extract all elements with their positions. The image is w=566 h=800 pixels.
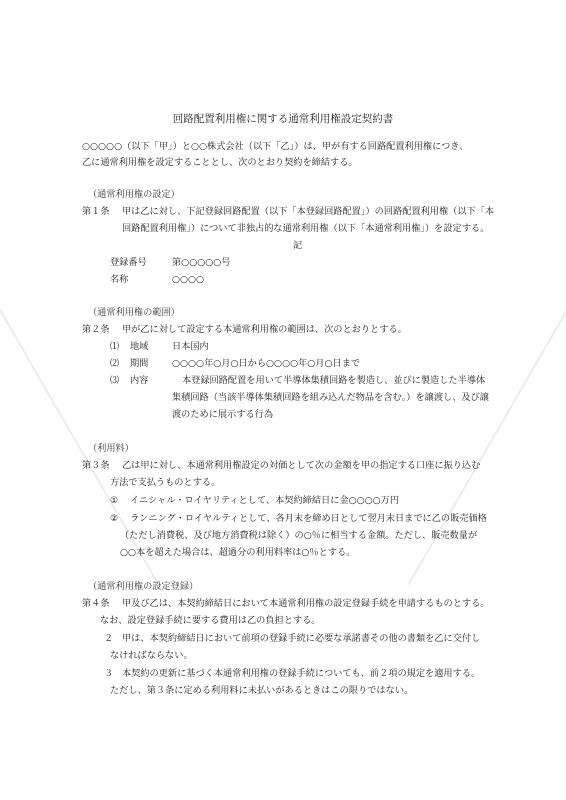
art1-heading: （通常利用権の設定） — [88, 189, 180, 200]
art2-item3-no: ⑶ — [110, 376, 120, 386]
art1-label: 第１条 — [82, 206, 110, 217]
art3-heading: （利用料） — [88, 443, 134, 454]
preamble-line-2: 乙に通常利用権を設定することとし、次のとおり契約を締結する。 — [82, 157, 358, 168]
art4-line-2: なお、設定登録手続に要する費用は乙の負担とする。 — [100, 615, 321, 626]
art1-ki: 記 — [293, 240, 303, 251]
art4-item2-line-2: なければならない。 — [110, 650, 193, 661]
art3-item1-no: ① — [110, 496, 119, 506]
art2-intro: 甲が乙に対して設定する本通常利用権の範囲は、次のとおりとする。 — [122, 324, 407, 335]
art4-line-1: 甲及び乙は、本契約締結日において本通常利用権の設定登録手続を申請するものとする。 — [122, 598, 490, 609]
art2-item2-label: 期間 — [130, 358, 149, 369]
art1-line-1: 甲は乙に対し、下記登録回路配置（以下「本登録回路配置」）の回路配置利用権（以下「本 — [122, 206, 495, 217]
art1-line-2: 回路配置利用権」）について非独占的な通常利用権（以下「本通常利用権」）を設定する。 — [122, 223, 490, 234]
art2-item1-label: 地域 — [130, 341, 149, 352]
art4-label: 第４条 — [82, 598, 110, 609]
art4-item3-line-2: ただし、第３条に定める利用料に未払いがあるときはこの限りではない。 — [110, 685, 414, 696]
art2-item1-line-1: 日本国内 — [172, 341, 209, 352]
art3-item2-line-3: ○○本を超えた場合は、超過分の利用料率は○％とする。 — [120, 547, 356, 558]
reg-value: 第○○○○○号 — [172, 257, 231, 268]
art2-heading: （通常利用権の範囲） — [88, 307, 180, 318]
preamble-line-1: ○○○○○（以下「甲」）と○○株式会社（以下「乙」）は、甲が有する回路配置利用権につき、 — [82, 141, 469, 152]
art2-item3-line-3: 渡のために展示する行為 — [172, 409, 274, 420]
art3-line-2: 方法で支払うものとする。 — [110, 477, 221, 488]
art2-label: 第２条 — [82, 324, 110, 335]
name-label: 名称 — [110, 274, 129, 285]
art3-item1-line-1: イニシャル・ロイヤリティとして、本契約締結日に金○○○○万円 — [130, 495, 400, 506]
art2-item1-no: ⑴ — [110, 342, 120, 352]
art2-item3-label: 内容 — [130, 375, 149, 386]
art3-item2-line-1: ランニング・ロイヤルティとして、各月末を締め日として翌月末日までに乙の販売価格 — [130, 513, 487, 524]
art3-line-1: 乙は甲に対し、本通常利用権設定の対価として次の金額を甲の指定する口座に振り込む — [122, 460, 481, 471]
art3-item2-no: ② — [110, 514, 119, 524]
art3-item2-line-2: （ただし消費税、及び地方消費税は除く）の○％に相当する金額。ただし、販売数量が — [120, 530, 478, 541]
art2-item3-line-1: 本登録回路配置を用いて半導体集積回路を製造し、並びに製造した半導体 — [182, 375, 486, 386]
art4-item2-line-1: 甲は、本契約締結日において前項の登録手続に必要な承諾書その他の書類を乙に交付し — [122, 633, 481, 644]
art2-item3-line-2: 集積回路（当該半導体集積回路を組み込んだ物品を含む。）を譲渡し、及び譲 — [172, 392, 489, 403]
document-title: 回路配置利用権に関する通常利用権設定契約書 — [172, 113, 394, 125]
art4-item3-no: ３ — [104, 668, 114, 679]
art2-item2-line-1: ○○○○年○月○日から○○○○年○月○日まで — [172, 358, 361, 369]
reg-label: 登録番号 — [110, 257, 147, 268]
art2-item2-no: ⑵ — [110, 359, 120, 369]
art4-heading: （通常利用権の設定登録） — [88, 581, 199, 592]
name-value: ○○○○ — [172, 274, 205, 285]
art4-item2-no: ２ — [104, 633, 114, 644]
art3-label: 第３条 — [82, 460, 110, 471]
art4-item3-line-1: 本契約の更新に基づく本通常利用権の登録手続についても、前２項の規定を適用する。 — [122, 668, 481, 679]
